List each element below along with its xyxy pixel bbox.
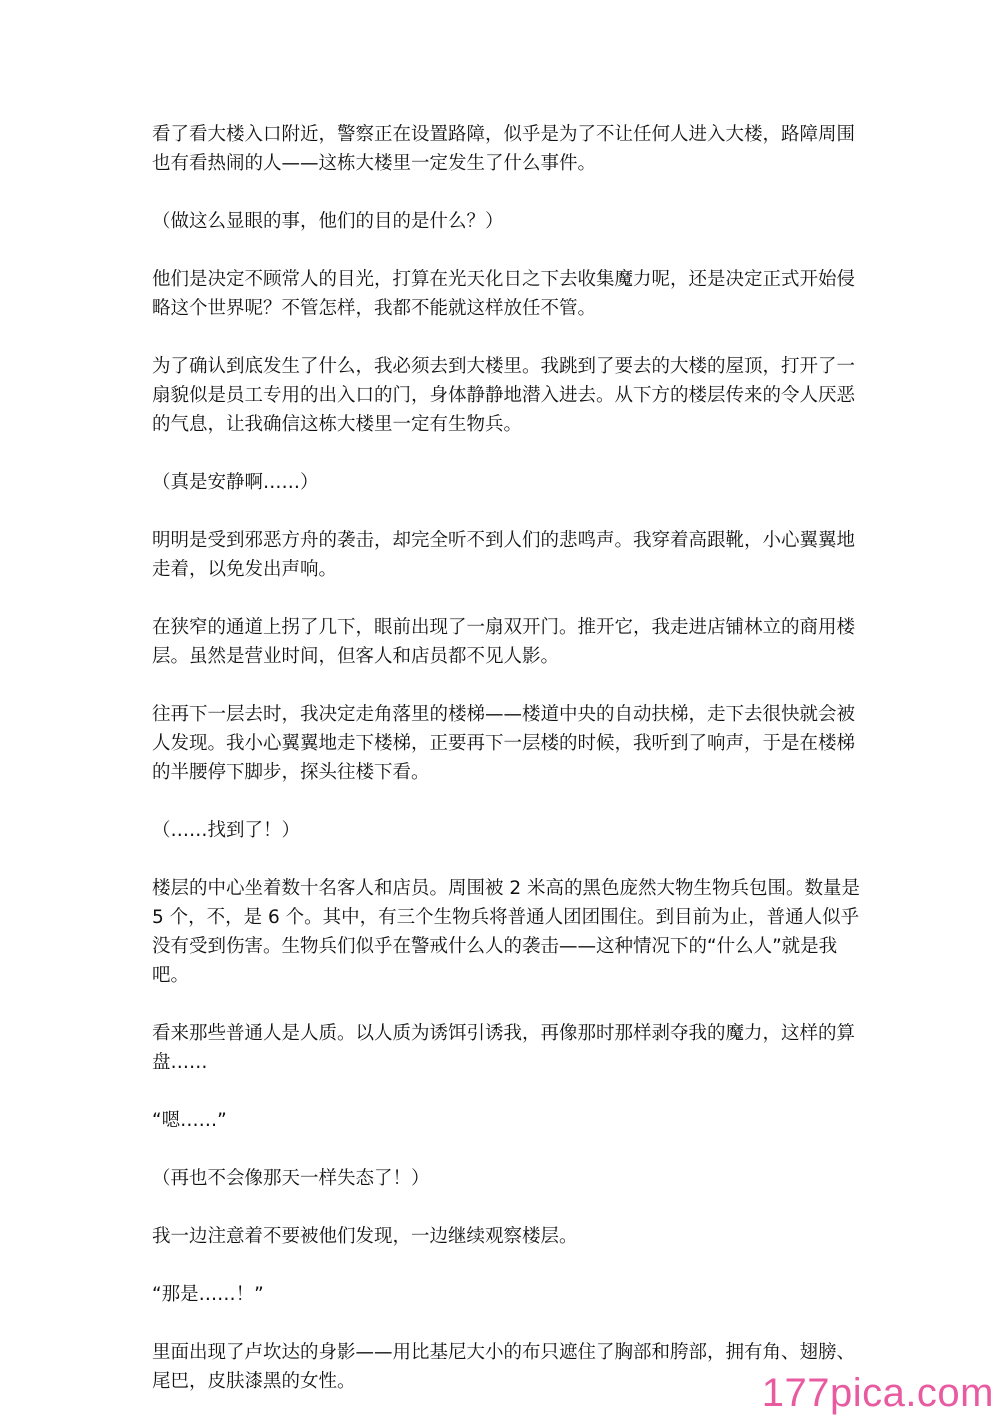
watermark: 177pica.com xyxy=(761,1371,994,1415)
paragraph: 看来那些普通人是人质。以人质为诱饵引诱我，再像那时那样剥夺我的魔力，这样的算盘…… xyxy=(152,1023,856,1073)
paragraph: “嗯……” xyxy=(152,1110,227,1131)
paragraph: “那是……！” xyxy=(152,1284,264,1305)
text-body xyxy=(152,120,862,1425)
paragraph: 我一边注意着不要被他们发现，一边继续观察楼层。 xyxy=(152,1226,578,1247)
paragraph: （……找到了！） xyxy=(152,820,301,841)
paragraph: （再也不会像那天一样失态了！） xyxy=(152,1168,430,1189)
paragraph: 里面出现了卢坎达的身影——用比基尼大小的布只遮住了胸部和胯部，拥有角、翅膀、尾巴，皮肤漆黑的女性。 xyxy=(152,1342,856,1392)
paragraph: 往再下一层去时，我决定走角落里的楼梯——楼道中央的自动扶梯，走下去很快就会被人发现。我小心翼翼地走下楼梯，正要再下一层楼的时候，我听到了响声，于是在楼梯的半腰停下脚步，探头往楼下看。 xyxy=(152,704,856,783)
paragraph: 他们是决定不顾常人的目光，打算在光天化日之下去收集魔力呢，还是决定正式开始侵略这个世界呢？不管怎样，我都不能就这样放任不管。 xyxy=(152,269,856,319)
paragraph: 楼层的中心坐着数十名客人和店员。周围被 2 米高的黑色庞然大物生物兵包围。数量是 5 个，不，是 6 个。其中，有三个生物兵将普通人团团围住。到目前为止，普通人似乎没有受到伤害。生物兵们似乎在警戒什么人的袭击——这种情况下的“什么人”就是我吧。 xyxy=(152,878,861,986)
paragraph: （真是安静啊……） xyxy=(152,472,319,493)
paragraph: 在狭窄的通道上拐了几下，眼前出现了一扇双开门。推开它，我走进店铺林立的商用楼层。虽然是营业时间，但客人和店员都不见人影。 xyxy=(152,617,856,667)
paragraph: （做这么显眼的事，他们的目的是什么？） xyxy=(152,211,504,232)
paragraph: 明明是受到邪恶方舟的袭击，却完全听不到人们的悲鸣声。我穿着高跟靴，小心翼翼地走着，以免发出声响。 xyxy=(152,530,856,580)
paragraph: 看了看大楼入口附近，警察正在设置路障，似乎是为了不让任何人进入大楼，路障周围也有看热闹的人——这栋大楼里一定发生了什么事件。 xyxy=(152,124,856,174)
paragraph: 为了确认到底发生了什么，我必须去到大楼里。我跳到了要去的大楼的屋顶，打开了一扇貌似是员工专用的出入口的门，身体静静地潜入进去。从下方的楼层传来的令人厌恶的气息，让我确信这栋大楼里一定有生物兵。 xyxy=(152,356,856,435)
